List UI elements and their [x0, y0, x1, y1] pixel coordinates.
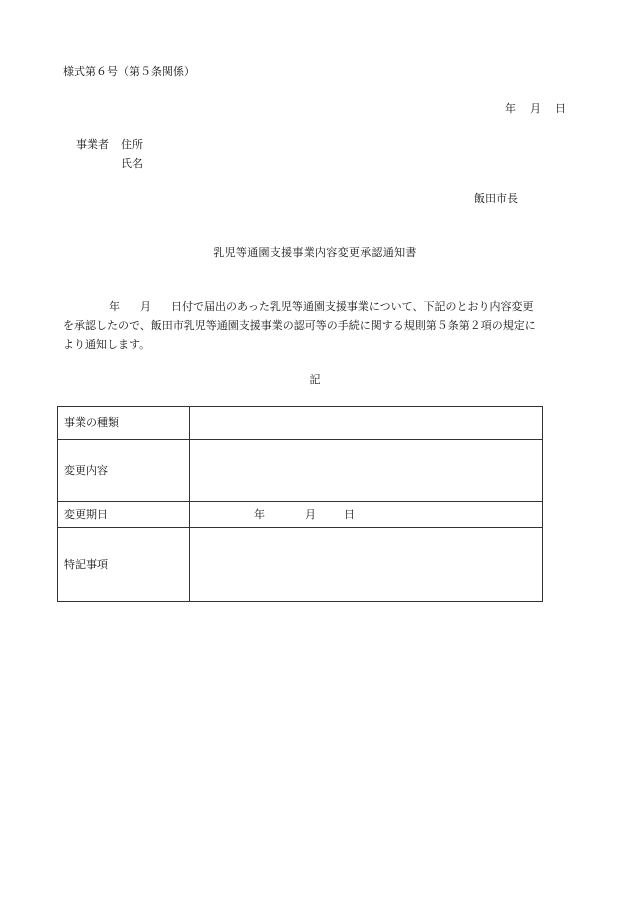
name-label: 氏名: [121, 157, 143, 170]
special-notes-label: 特記事項: [58, 528, 190, 602]
issue-date-day: 日: [555, 102, 566, 115]
issue-date: [505, 102, 566, 116]
change-date-label: 変更期日: [58, 502, 190, 528]
business-type-label: 事業の種類: [58, 407, 190, 440]
form-number: 様式第６号（第５条関係）: [63, 65, 195, 78]
body-line-3: より通知します。: [63, 338, 151, 351]
table-row: [58, 407, 543, 440]
change-content-value: [190, 440, 543, 502]
table-row: [58, 440, 543, 502]
change-content-label: 変更内容: [58, 440, 190, 502]
body-line-1: [63, 297, 583, 316]
issue-date-year: 年: [505, 102, 516, 115]
body-line-2: を承認したので、飯田市乳児等通園支援事業の認可等の手続に関する規則第５条第２項の規定に: [63, 319, 536, 332]
note-mark: 記: [309, 373, 321, 386]
change-date-day: 日: [344, 507, 355, 521]
change-date-value: [190, 502, 543, 528]
issue-date-month: 月: [530, 102, 541, 115]
change-date-year: 年: [254, 507, 265, 521]
address-label: 住所: [121, 138, 143, 151]
body-month: 月: [140, 300, 151, 313]
document-title: 乳児等通園支援事業内容変更承認通知書: [213, 246, 417, 259]
body-line-1-text: 日付で届出のあった乳児等通園支援事業について、下記のとおり内容変更: [171, 300, 534, 313]
special-notes-value: [190, 528, 543, 602]
issuer-mayor: 飯田市長: [474, 192, 518, 205]
body-text: [63, 297, 583, 354]
table-row: [58, 502, 543, 528]
body-year: 年: [109, 300, 120, 313]
business-operator-label: 事業者: [76, 138, 109, 151]
change-date-month: 月: [305, 507, 316, 521]
business-type-value: [190, 407, 543, 440]
table-row: [58, 528, 543, 602]
details-table: [57, 406, 543, 602]
